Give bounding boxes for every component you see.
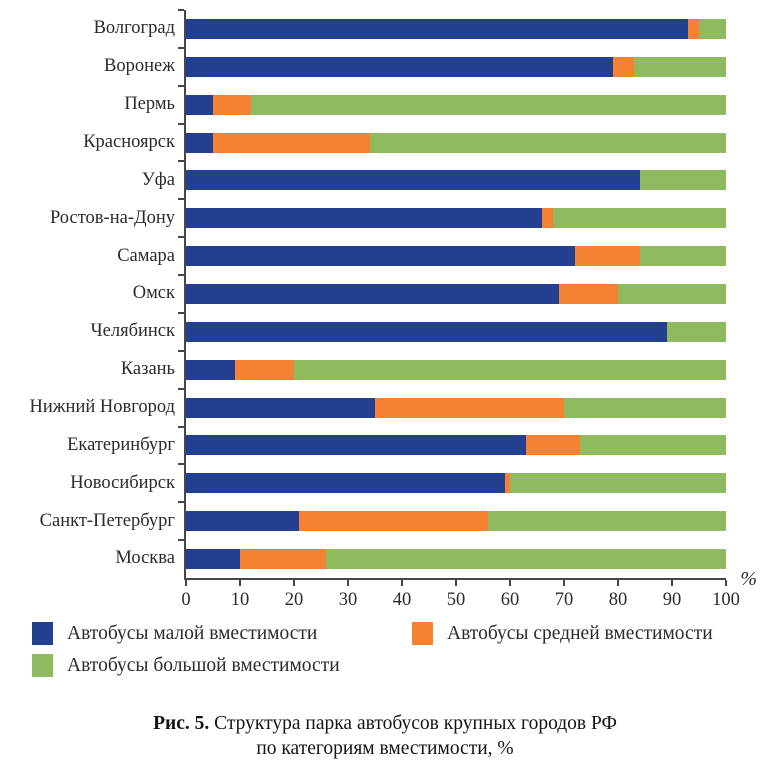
stacked-bar — [186, 284, 726, 304]
bar-segment — [186, 284, 559, 304]
stacked-bar — [186, 133, 726, 153]
bar-segment — [186, 435, 526, 455]
x-axis-unit-label: % — [740, 568, 757, 590]
y-axis-tick — [178, 312, 184, 314]
x-axis-tick — [347, 580, 349, 586]
legend-label: Автобусы малой вместимости — [67, 622, 318, 644]
category-label: Воронеж — [104, 56, 175, 77]
category-label: Ростов-на-Дону — [49, 207, 175, 228]
bar-segment — [186, 549, 240, 569]
x-axis-tick — [401, 580, 403, 586]
category-label: Волгоград — [93, 18, 175, 39]
caption-figure-number: Рис. 5. — [153, 713, 210, 734]
bar-segment — [186, 19, 688, 39]
bar-segment — [213, 133, 370, 153]
bar-segment — [186, 322, 667, 342]
x-axis-tick-label: 30 — [338, 590, 358, 610]
category-label: Казань — [120, 359, 175, 380]
stacked-bar — [186, 435, 726, 455]
bar-row — [186, 48, 726, 86]
bar-segment — [559, 284, 618, 304]
bar-segment — [564, 398, 726, 418]
stacked-bar — [186, 246, 726, 266]
bar-segment — [326, 549, 726, 569]
bar-segment — [688, 19, 699, 39]
y-axis-tick — [178, 9, 184, 11]
stacked-bar — [186, 322, 726, 342]
bar-segment — [186, 246, 575, 266]
bar-row — [186, 10, 726, 48]
bar-segment — [510, 473, 726, 493]
bar-row — [186, 540, 726, 578]
bar-row — [186, 389, 726, 427]
y-axis-tick — [178, 539, 184, 541]
bar-segment — [613, 57, 635, 77]
bar-segment — [370, 133, 726, 153]
bar-segment — [186, 398, 375, 418]
caption-line-2: по категориям вместимости, % — [256, 738, 514, 759]
figure-caption — [0, 711, 770, 761]
bar-row — [186, 426, 726, 464]
legend-swatch-blue-icon — [32, 622, 53, 645]
bar-segment — [618, 284, 726, 304]
y-axis-category-labels — [0, 10, 184, 578]
bar-row — [186, 199, 726, 237]
category-label: Новосибирск — [70, 472, 175, 493]
stacked-bar — [186, 398, 726, 418]
x-axis-tick — [617, 580, 619, 586]
category-label: Уфа — [141, 169, 175, 190]
caption-line-1 — [0, 711, 770, 736]
bar-segment — [213, 95, 251, 115]
y-axis-tick — [178, 501, 184, 503]
y-axis-tick — [178, 85, 184, 87]
bar-row — [186, 464, 726, 502]
bar-segment — [526, 435, 580, 455]
bar-segment — [186, 208, 542, 228]
category-label: Нижний Новгород — [29, 397, 175, 418]
bar-segment — [186, 511, 299, 531]
x-axis-tick-label: 50 — [446, 590, 466, 610]
bar-segment — [294, 360, 726, 380]
bar-row — [186, 86, 726, 124]
x-axis-tick-label: 0 — [181, 590, 191, 610]
stacked-bar — [186, 19, 726, 39]
category-label: Омск — [132, 283, 175, 304]
y-axis-tick — [178, 426, 184, 428]
y-axis-tick — [178, 47, 184, 49]
bar-segment — [186, 170, 640, 190]
x-axis-tick — [455, 580, 457, 586]
bar-segment — [186, 57, 613, 77]
legend-item-large-capacity — [32, 654, 412, 677]
x-axis-tick-label: 20 — [284, 590, 304, 610]
x-axis-tick-label: 90 — [662, 590, 682, 610]
y-axis-tick — [178, 350, 184, 352]
bar-segment — [640, 246, 726, 266]
bar-segment — [186, 473, 505, 493]
bar-segment — [186, 360, 235, 380]
bar-row — [186, 313, 726, 351]
category-label: Самара — [117, 245, 175, 266]
bar-segment — [699, 19, 726, 39]
x-axis-tick — [293, 580, 295, 586]
stacked-bar — [186, 208, 726, 228]
x-axis-tick — [725, 580, 727, 586]
bar-segment — [553, 208, 726, 228]
bar-segment — [186, 133, 213, 153]
x-axis-tick — [239, 580, 241, 586]
y-axis-tick — [178, 160, 184, 162]
bar-row — [186, 351, 726, 389]
category-label: Екатеринбург — [67, 434, 175, 455]
bar-row — [186, 502, 726, 540]
legend-item-medium-capacity — [412, 622, 762, 645]
bar-segment — [542, 208, 553, 228]
stacked-bar — [186, 57, 726, 77]
bar-segment — [580, 435, 726, 455]
stacked-bar — [186, 360, 726, 380]
bar-row — [186, 124, 726, 162]
stacked-bar — [186, 170, 726, 190]
caption-title-text: Структура парка автобусов крупных городов РФ — [209, 713, 617, 734]
legend-label: Автобусы большой вместимости — [67, 654, 340, 676]
legend-swatch-orange-icon — [412, 622, 433, 645]
bar-segment — [251, 95, 726, 115]
x-axis-tick-label: 10 — [230, 590, 250, 610]
bar-rows — [186, 10, 726, 578]
category-label: Москва — [115, 548, 175, 569]
category-label: Челябинск — [90, 321, 175, 342]
category-label: Пермь — [124, 94, 175, 115]
x-axis-tick — [185, 580, 187, 586]
bar-row — [186, 275, 726, 313]
bar-row — [186, 161, 726, 199]
bar-segment — [235, 360, 294, 380]
x-axis-tick — [671, 580, 673, 586]
bar-row — [186, 237, 726, 275]
y-axis-tick — [178, 274, 184, 276]
legend-item-small-capacity — [32, 622, 412, 645]
bar-segment — [575, 246, 640, 266]
stacked-bar — [186, 95, 726, 115]
legend-swatch-green-icon — [32, 654, 53, 677]
y-axis-tick — [178, 463, 184, 465]
bar-segment — [634, 57, 726, 77]
x-axis-tick-label: 70 — [554, 590, 574, 610]
category-label: Санкт-Петербург — [39, 510, 175, 531]
x-axis-tick-label: 100 — [712, 590, 740, 610]
bar-segment — [240, 549, 326, 569]
y-axis-tick — [178, 236, 184, 238]
stacked-bar-chart — [0, 10, 757, 610]
stacked-bar — [186, 549, 726, 569]
plot-area — [181, 10, 757, 610]
bar-segment — [640, 170, 726, 190]
x-axis-tick — [563, 580, 565, 586]
bar-segment — [667, 322, 726, 342]
x-axis-tick-label: 40 — [392, 590, 412, 610]
bar-segment — [186, 95, 213, 115]
category-label: Красноярск — [83, 132, 175, 152]
legend-label: Автобусы средней вместимости — [447, 622, 713, 644]
y-axis-tick — [178, 123, 184, 125]
x-axis-tick-label: 60 — [500, 590, 520, 610]
stacked-bar — [186, 511, 726, 531]
y-axis-tick — [178, 198, 184, 200]
bar-segment — [375, 398, 564, 418]
bar-segment — [488, 511, 726, 531]
legend — [32, 622, 762, 677]
y-axis-tick — [178, 388, 184, 390]
stacked-bar — [186, 473, 726, 493]
x-axis-tick — [509, 580, 511, 586]
bar-segment — [299, 511, 488, 531]
x-axis-tick-label: 80 — [608, 590, 628, 610]
